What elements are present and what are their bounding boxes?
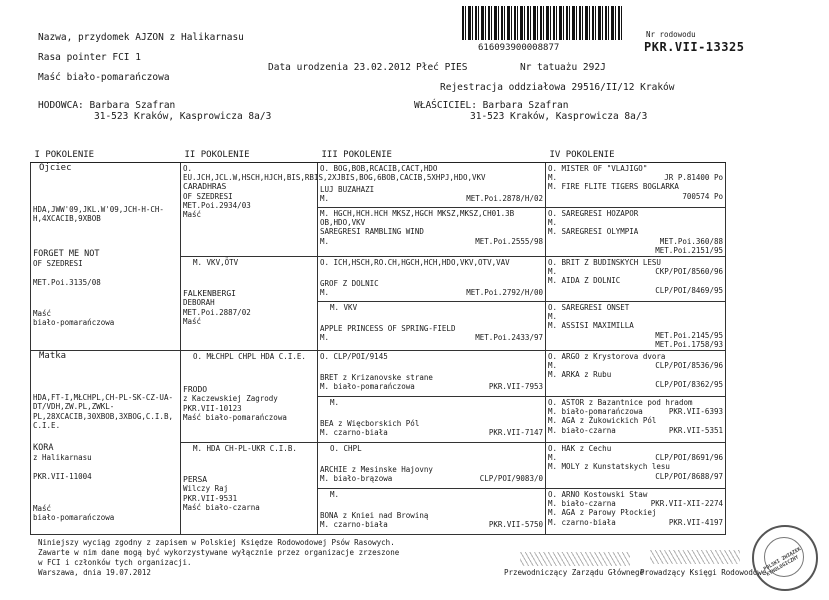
dam-reg: PKR.VII-11004 (33, 472, 92, 482)
gen2-titles: O. EU.JCH,JCL.W,HSCH,HJCH,BIS,RBIS,2XJBIS,BOG,6BOB,CACIB,5XHPJ,HDO,VKV (183, 164, 486, 183)
sire-name: FORGET ME NOT (33, 248, 100, 259)
pkr-label: Nr rodowodu (646, 30, 696, 39)
breeder-line1: HODOWCA: Barbara Szafran (38, 100, 176, 111)
gen4-m2: M. czarno-biała (548, 517, 616, 527)
gen3-cell-4 (318, 351, 546, 397)
footer-line3: w FCI i członków tych organizacji. (38, 558, 192, 567)
gen4-cell-3 (546, 302, 726, 351)
gen4-m: M. (548, 218, 558, 228)
gen3-titles: M. (330, 398, 340, 408)
gen4-r2: MET.Poi.360/88 (659, 236, 723, 246)
gen4-cell-5 (546, 397, 726, 443)
gen2-titles: M. HDA CH-PL-UKR C.I.B. (193, 444, 297, 454)
gen3-sub: M. czarno-biała (320, 520, 388, 530)
signature-1-label: Przewodniczący Zarządu Głównego (504, 568, 644, 577)
signature-2 (650, 550, 740, 564)
official-stamp (752, 525, 818, 591)
dam-cell (31, 351, 181, 535)
gen3-reg: MET.Poi.2433/97 (475, 333, 543, 343)
pkr-number: PKR.VII-13325 (644, 40, 745, 54)
gen4-r1: CLP/POI/8691/96 (655, 453, 723, 463)
gen4-r3: MET.Poi.2151/95 (655, 245, 723, 255)
gen4-n2: M. AIDA Z DOLNIC (548, 276, 621, 286)
gen4-m: M. (548, 267, 558, 277)
gen4-n1: O. MISTER OF "VLAJIGO" (548, 164, 648, 173)
gen4-m: M. (548, 312, 558, 322)
owner-line1: WŁAŚCICIEL: Barbara Szafran (414, 100, 569, 111)
gen4-r1: CLP/POI/8536/96 (655, 361, 723, 371)
gen4-r2: MET.Poi.2145/95 (655, 330, 723, 340)
gen4-r2: CLP/POI/8469/95 (655, 285, 723, 295)
gen4-r2: 700574 Po (682, 191, 723, 201)
gen3-name: SAREGRESI RAMBLING WIND (320, 227, 424, 237)
gen3-sub: M. (320, 194, 330, 204)
gen4-n1: O. HAK z Cechu (548, 444, 612, 454)
gen4-r1: PKR.VII-XII-2274 (650, 499, 723, 509)
gen4-n2: M. MOLY z Kunstatskych lesu (548, 462, 670, 472)
gen4-r2: PKR.VII-4197 (668, 517, 723, 527)
sire-reg: MET.Poi.3135/08 (33, 278, 101, 288)
signature-2-label: Prowadzący Księgi Rodowodowe (640, 568, 767, 577)
gen4-r2: CLP/POI/8688/97 (655, 471, 723, 481)
gen4-r1: CKP/POI/8560/96 (655, 267, 723, 277)
gen2-kennel: OF SZEDRESI (183, 191, 233, 201)
gen3-titles: O. ICH,HSCH,RO.CH,HGCH,HCH,HDO,VKV,OTV,VAV (320, 258, 510, 268)
gen4-cell-1 (546, 208, 726, 257)
gen-header-2: II POKOLENIE (181, 148, 318, 163)
gen3-titles: M. VKV (330, 303, 358, 313)
registration: Rejestracja oddziałowa 29516/II/12 Kraków (440, 82, 675, 93)
gen4-r1: JR P.81400 Po (664, 173, 723, 183)
gen2-reg: PKR.VII-10123 (183, 403, 242, 413)
dam-color: biało-pomarańczowa (33, 512, 115, 522)
gen2-name: CARADHRAS (183, 182, 227, 192)
gen2-reg: MET.Poi.2934/03 (183, 200, 251, 210)
owner-line2: 31-523 Kraków, Kasprowicza 8a/3 (470, 111, 648, 122)
gen4-m: M. biało-pomarańczowa (548, 407, 643, 417)
tattoo: Nr tatuażu 292J (520, 62, 606, 73)
gen4-r2: CLP/POI/8362/95 (655, 379, 723, 389)
dam-titles: HDA,FT-I,MŁCHPL,CH-PL-SK-CZ-UA-DT/VDH,ZW.PL,ZWKL-PL,28XCACIB,30XBOB,3XBOG,C.I.B, C.I.E. (33, 393, 173, 430)
gen-header-4: IV POKOLENIE (546, 148, 726, 163)
gen4-n1: O. SAREGRESI ONSET (548, 303, 630, 313)
gen3-name: BRET z Krizanovske strane (320, 373, 433, 383)
gen3-reg: PKR.VII-7953 (488, 382, 543, 392)
sire-kennel: OF SZEDRESI (33, 258, 83, 268)
gen4-n2: M. ARKA z Rubu (548, 370, 612, 380)
dam-role: Matka (39, 351, 67, 362)
footer-date: Warszawa, dnia 19.07.2012 (38, 568, 151, 577)
gen3-sub: M. biało-pomarańczowa (320, 382, 415, 392)
gen3-cell-5 (318, 397, 546, 443)
gen3-cell-0 (318, 163, 546, 208)
gen4-m: M. (548, 361, 558, 371)
gen3-reg: CLP/POI/9083/0 (479, 474, 543, 484)
gen3-name: BEA z Więcborskich Pól (320, 419, 420, 429)
gen2-name: FALKENBERGI (183, 289, 236, 299)
gen3-titles: O. BOG,BOB,RCACIB,CACT,HDO (320, 164, 438, 173)
stamp-text: POLSKI ZWIĄZEK KYNOLOGICZNY (762, 546, 803, 578)
gen2-kennel: DEBORAH (183, 298, 215, 308)
gen4-n1: O. SAREGRESI HOZAPOR (548, 209, 639, 218)
gen4-n1: O. BRIT Z BUDINSKYCH LESU (548, 258, 661, 268)
signature-1 (520, 552, 630, 566)
gen4-n1: O. ASTOR z Bazantnice pod hradom (548, 398, 693, 408)
gen2-color: Maść (183, 316, 202, 326)
pedigree-table (30, 148, 726, 535)
breeder-line2: 31-523 Kraków, Kasprowicza 8a/3 (94, 111, 272, 122)
gen3-titles: M. (330, 490, 340, 500)
gen4-cell-4 (546, 351, 726, 397)
gen3-cell-7 (318, 489, 546, 535)
gen3-sub: M. biało-brązowa (320, 474, 393, 484)
gen3-reg: PKR.VII-7147 (488, 428, 543, 438)
dog-name: Nazwa, przydomek AJZON z Halikarnasu (38, 32, 244, 43)
gen4-r2: PKR.VII-5351 (668, 425, 723, 435)
gen4-n2: M. SAREGRESI OLYMPIA (548, 227, 639, 237)
dam-name: KORA (33, 443, 54, 454)
sire-titles: HDA,JWW'09,JKL.W'09,JCH-H-CH-H,4XCACIB,9XBOB (33, 205, 164, 224)
gen3-name: LUJ BUZAHAZI (320, 185, 375, 195)
dog-color: Maść biało-pomarańczowa (38, 72, 170, 83)
gen4-m: M. biało-czarna (548, 499, 616, 509)
gen3-titles: O. CHPL (330, 444, 362, 454)
gen2-kennel: z Kaczewskiej Zagrody (183, 394, 278, 404)
gen4-n2: M. ASSISI MAXIMILLA (548, 321, 634, 331)
gen2-reg: MET.Poi.2887/02 (183, 307, 251, 317)
gen4-cell-6 (546, 443, 726, 489)
sex: Płeć PIES (416, 62, 468, 73)
gen3-cell-6 (318, 443, 546, 489)
footer-line1: Niniejszy wyciąg zgodny z zapisem w Polskiej Księdze Rodowodowej Psów Rasowych. (38, 538, 395, 547)
gen4-n1: O. ARGO z Krystorova dvora (548, 352, 666, 362)
gen3-titles: O. CLP/POI/9145 (320, 352, 388, 362)
gen2-kennel: Wilczy Raj (183, 484, 229, 494)
gen3-sub: M. czarno-biała (320, 428, 388, 438)
gen2-color: Maść (183, 210, 202, 220)
gen3-name: GROF Z DOLNIC (320, 279, 379, 289)
gen3-sub: M. (320, 333, 330, 343)
gen3-name: APPLE PRINCESS OF SPRING-FIELD (320, 324, 456, 334)
gen4-n1: O. ARNO Kostowski Staw (548, 490, 648, 500)
gen3-reg: PKR.VII-5750 (488, 520, 543, 530)
gen4-cell-0 (546, 163, 726, 208)
sire-cell (31, 163, 181, 351)
gen2-titles: M. VKV,ÖTV (193, 258, 239, 268)
gen4-n2: M. AGA z Parowy Płockiej (548, 508, 657, 518)
breed: Rasa pointer FCI 1 (38, 52, 141, 63)
gen2-name: PERSA (183, 475, 208, 485)
footer-line2: Zawarte w nim dane mogą być wykorzystywane wyłącznie przez organizacje zrzeszone (38, 548, 400, 557)
gen2-color: Maść biało-czarna (183, 502, 260, 512)
barcode-number: 616093900008877 (478, 43, 560, 53)
gen2-name: FRODO (183, 385, 208, 395)
gen2-titles: O. MŁCHPL CHPL HDA C.I.E. (193, 352, 306, 362)
gen2-reg: PKR.VII-9531 (183, 493, 238, 503)
gen3-name: ARCHIE z Mesinske Hajovny (320, 465, 433, 475)
gen3-cell-1 (318, 208, 546, 257)
gen4-cell-2 (546, 257, 726, 302)
gen4-r1: PKR.VII-6393 (668, 407, 723, 417)
gen4-n2: M. FIRE FLITE TIGERS BOGLARKA (548, 182, 679, 192)
gen4-m: M. (548, 173, 558, 183)
gen3-cell-2 (318, 257, 546, 302)
gen4-n2: M. AGA z Żukowickich Pól (548, 416, 657, 426)
barcode (462, 6, 624, 40)
gen3-cell-3 (318, 302, 546, 351)
gen4-m2: M. biało-czarna (548, 425, 616, 435)
gen3-titles: M. HGCH,HCH.HCH MKSZ,HGCH MKSZ,MKSZ,CH01.3B OB,HDO,VKV (320, 209, 515, 228)
gen3-sub: M. (320, 236, 330, 246)
gen3-reg: MET.Poi.2555/98 (475, 236, 543, 246)
sire-color: biało-pomarańczowa (33, 318, 115, 328)
gen4-m: M. (548, 453, 558, 463)
gen2-color: Maść biało-pomarańczowa (183, 412, 287, 422)
gen2-cell-2 (181, 351, 318, 443)
gen-header-1: I POKOLENIE (31, 148, 181, 163)
gen4-cell-7 (546, 489, 726, 535)
gen3-reg: MET.Poi.2878/H/02 (466, 194, 543, 204)
gen2-cell-1 (181, 257, 318, 351)
gen-header-3: III POKOLENIE (318, 148, 546, 163)
birth-date: Data urodzenia 23.02.2012 (268, 62, 411, 73)
sire-role: Ojciec (39, 163, 72, 173)
gen2-cell-3 (181, 443, 318, 535)
gen3-name: BONA z Kniei nad Browiną (320, 511, 429, 521)
gen3-sub: M. (320, 288, 330, 298)
gen4-r3: MET.Poi.1758/93 (655, 339, 723, 349)
gen3-reg: MET.Poi.2792/H/00 (466, 288, 543, 298)
dam-color-label: Maść (33, 503, 52, 513)
dam-kennel: z Halikarnasu (33, 453, 92, 463)
sire-color-label: Maść (33, 309, 52, 319)
